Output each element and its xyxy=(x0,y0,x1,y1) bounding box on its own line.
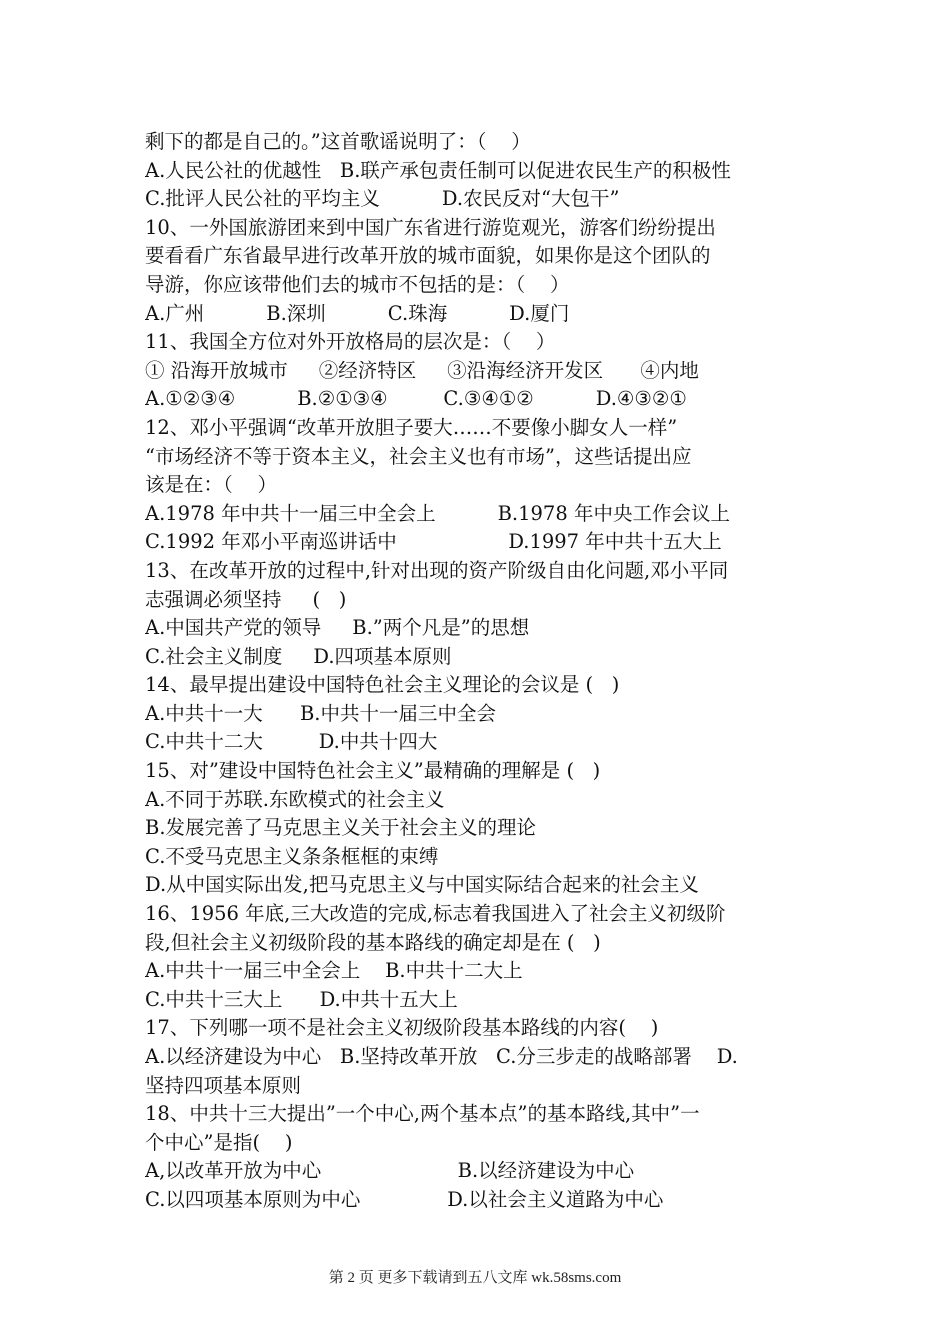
text-line: 10、一外国旅游团来到中国广东省进行游览观光，游客们纷纷提出 xyxy=(145,215,716,239)
text-line: 15、对”建设中国特色社会主义”最精确的理解是 ( ) xyxy=(145,759,601,783)
text-line: “市场经济不等于资本主义，社会主义也有市场”，这些话提出应 xyxy=(145,444,692,468)
text-line: C.中共十三大上 D.中共十五大上 xyxy=(145,987,458,1011)
text-line: A.以经济建设为中心 B.坚持改革开放 C.分三步走的战略部署 D. xyxy=(145,1045,738,1068)
text-line: A,以改革开放为中心 B.以经济建设为中心 xyxy=(145,1159,635,1183)
text-line: 要看看广东省最早进行改革开放的城市面貌，如果你是这个团队的 xyxy=(145,244,711,268)
text-line: C.中共十二大 D.中共十四大 xyxy=(145,730,438,754)
text-line: 剩下的都是自己的。”这首歌谣说明了：（ ） xyxy=(145,130,531,153)
text-line: 17、下列哪一项不是社会主义初级阶段基本路线的内容( ) xyxy=(145,1016,659,1040)
text-line: 段,但社会主义初级阶段的基本路线的确定却是在 ( ) xyxy=(145,930,601,954)
text-line: 该是在：（ ） xyxy=(145,473,278,497)
text-line: 个中心”是指( ) xyxy=(145,1130,293,1154)
text-line: C.以四项基本原则为中心 D.以社会主义道路为中心 xyxy=(145,1187,664,1211)
page-footer: 第 2 页 更多下载请到五八文库 wk.58sms.com xyxy=(328,1270,622,1286)
text-line: A.中共十一大 B.中共十一届三中全会 xyxy=(145,701,497,725)
text-line: 18、中共十三大提出”一个中心,两个基本点”的基本路线,其中”一 xyxy=(145,1102,700,1126)
text-line: A.中共十一届三中全会上 B.中共十二大上 xyxy=(145,959,523,983)
text-line: B.发展完善了马克思主义关于社会主义的理论 xyxy=(145,816,537,840)
text-line: C.不受马克思主义条条框框的束缚 xyxy=(145,844,439,868)
document-body xyxy=(145,128,815,1215)
text-line: A.中国共产党的领导 B.”两个凡是”的思想 xyxy=(145,616,530,640)
text-line: ① 沿海开放城市 ②经济特区 ③沿海经济开发区 ④内地 xyxy=(145,358,699,382)
text-line: C.社会主义制度 D.四项基本原则 xyxy=(145,644,452,668)
text-line: C.1992 年邓小平南巡讲话中 D.1997 年中共十五大上 xyxy=(145,530,722,554)
text-line: 13、在改革开放的过程中,针对出现的资产阶级自由化问题,邓小平同 xyxy=(145,558,729,582)
text-line: C.批评人民公社的平均主义 D.农民反对“大包干” xyxy=(145,187,620,211)
text-line: A.广州 B.深圳 C.珠海 D.厦门 xyxy=(145,301,570,325)
text-line: 11、我国全方位对外开放格局的层次是：（ ） xyxy=(145,330,556,354)
text-line: 14、最早提出建设中国特色社会主义理论的会议是 ( ) xyxy=(145,673,620,697)
text-line: 16、1956 年底,三大改造的完成,标志着我国进入了社会主义初级阶 xyxy=(145,902,726,926)
text-line: D.从中国实际出发,把马克思主义与中国实际结合起来的社会主义 xyxy=(145,873,699,897)
text-line: 12、邓小平强调“改革开放胆子要大……不要像小脚女人一样” xyxy=(145,415,678,439)
text-line: A.1978 年中共十一届三中全会上 B.1978 年中央工作会议上 xyxy=(145,501,730,525)
text-line: A.不同于苏联.东欧模式的社会主义 xyxy=(145,787,445,811)
text-line: 导游，你应该带他们去的城市不包括的是：（ ） xyxy=(145,272,570,296)
text-line: 志强调必须坚持 ( ) xyxy=(145,587,347,611)
text-line: A.①②③④ B.②①③④ C.③④①② D.④③②① xyxy=(145,387,687,411)
text-line: A.人民公社的优越性 B.联产承包责任制可以促进农民生产的积极性 xyxy=(145,158,731,182)
text-line: 坚持四项基本原则 xyxy=(145,1073,302,1097)
